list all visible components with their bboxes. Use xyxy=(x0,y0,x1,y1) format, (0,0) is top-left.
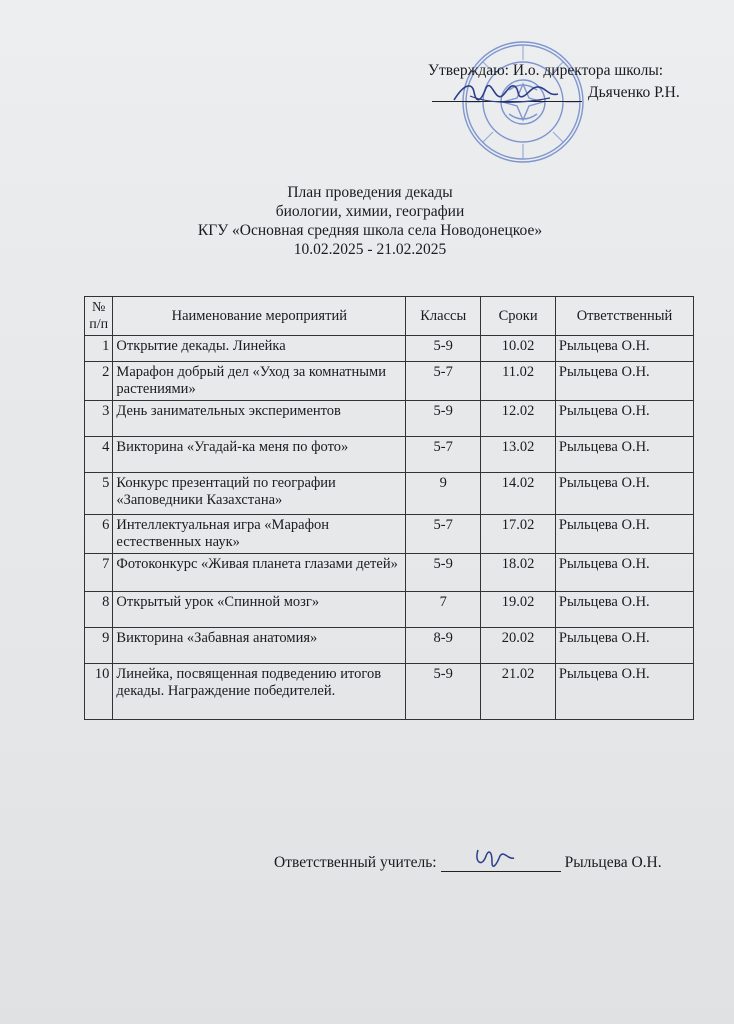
row-responsible: Рыльцева О.Н. xyxy=(555,437,693,473)
table-row xyxy=(85,437,694,473)
row-date: 17.02 xyxy=(481,515,556,554)
table-row xyxy=(85,554,694,592)
row-classes: 5-9 xyxy=(406,664,481,720)
footer-label: Ответственный учитель: xyxy=(274,854,437,871)
table-row xyxy=(85,362,694,401)
row-date: 12.02 xyxy=(481,401,556,437)
row-event-name: Конкурс презентаций по географии «Заповедники Казахстана» xyxy=(113,473,406,515)
row-responsible: Рыльцева О.Н. xyxy=(555,473,693,515)
row-date: 21.02 xyxy=(481,664,556,720)
row-responsible: Рыльцева О.Н. xyxy=(555,515,693,554)
header-responsible: Ответственный xyxy=(555,297,693,336)
row-responsible: Рыльцева О.Н. xyxy=(555,362,693,401)
document-title xyxy=(150,183,590,259)
footer-name: Рыльцева О.Н. xyxy=(564,854,662,871)
header-classes: Классы xyxy=(406,297,481,336)
table-header-row xyxy=(85,297,694,336)
row-classes: 7 xyxy=(406,592,481,628)
row-responsible: Рыльцева О.Н. xyxy=(555,401,693,437)
row-date: 14.02 xyxy=(481,473,556,515)
table-row xyxy=(85,664,694,720)
row-event-name: Викторина «Угадай-ка меня по фото» xyxy=(113,437,406,473)
row-classes: 5-9 xyxy=(406,401,481,437)
header-num: № п/п xyxy=(85,297,113,336)
row-num: 1 xyxy=(85,336,113,362)
table-row xyxy=(85,401,694,437)
row-num: 7 xyxy=(85,554,113,592)
row-responsible: Рыльцева О.Н. xyxy=(555,336,693,362)
row-classes: 5-9 xyxy=(406,554,481,592)
header-dates: Сроки xyxy=(481,297,556,336)
table-row xyxy=(85,336,694,362)
row-num: 2 xyxy=(85,362,113,401)
director-signature xyxy=(450,74,560,110)
row-event-name: Открытие декады. Линейка xyxy=(113,336,406,362)
row-event-name: Интеллектуальная игра «Марафон естественных наук» xyxy=(113,515,406,554)
director-name: Дьяченко Р.Н. xyxy=(588,84,680,101)
row-event-name: Линейка, посвященная подведению итогов декады. Награждение победителей. xyxy=(113,664,406,720)
row-date: 18.02 xyxy=(481,554,556,592)
teacher-signature xyxy=(472,842,518,874)
row-date: 13.02 xyxy=(481,437,556,473)
table-row xyxy=(85,628,694,664)
row-classes: 5-7 xyxy=(406,437,481,473)
row-event-name: Открытый урок «Спинной мозг» xyxy=(113,592,406,628)
title-line-1: План проведения декады xyxy=(287,184,453,201)
row-num: 6 xyxy=(85,515,113,554)
row-event-name: Фотоконкурс «Живая планета глазами детей» xyxy=(113,554,406,592)
table-row xyxy=(85,515,694,554)
row-responsible: Рыльцева О.Н. xyxy=(555,628,693,664)
header-name: Наименование мероприятий xyxy=(113,297,406,336)
row-num: 4 xyxy=(85,437,113,473)
row-responsible: Рыльцева О.Н. xyxy=(555,664,693,720)
row-classes: 5-7 xyxy=(406,515,481,554)
table-row xyxy=(85,473,694,515)
events-table xyxy=(84,296,694,720)
row-num: 10 xyxy=(85,664,113,720)
row-event-name: День занимательных экспериментов xyxy=(113,401,406,437)
row-date: 10.02 xyxy=(481,336,556,362)
row-responsible: Рыльцева О.Н. xyxy=(555,554,693,592)
row-date: 11.02 xyxy=(481,362,556,401)
row-classes: 5-9 xyxy=(406,336,481,362)
row-num: 9 xyxy=(85,628,113,664)
row-event-name: Марафон добрый дел «Уход за комнатными растениями» xyxy=(113,362,406,401)
row-date: 20.02 xyxy=(481,628,556,664)
row-responsible: Рыльцева О.Н. xyxy=(555,592,693,628)
row-date: 19.02 xyxy=(481,592,556,628)
row-num: 3 xyxy=(85,401,113,437)
row-classes: 8-9 xyxy=(406,628,481,664)
row-classes: 9 xyxy=(406,473,481,515)
row-classes: 5-7 xyxy=(406,362,481,401)
title-line-3: КГУ «Основная средняя школа села Новодонецкое» xyxy=(197,222,543,239)
row-num: 8 xyxy=(85,592,113,628)
table-row xyxy=(85,592,694,628)
title-line-4: 10.02.2025 - 21.02.2025 xyxy=(293,241,447,258)
row-event-name: Викторина «Забавная анатомия» xyxy=(113,628,406,664)
title-line-2: биологии, химии, географии xyxy=(275,203,465,220)
row-num: 5 xyxy=(85,473,113,515)
approval-line: Утверждаю: И.о. директора школы: xyxy=(428,62,664,79)
